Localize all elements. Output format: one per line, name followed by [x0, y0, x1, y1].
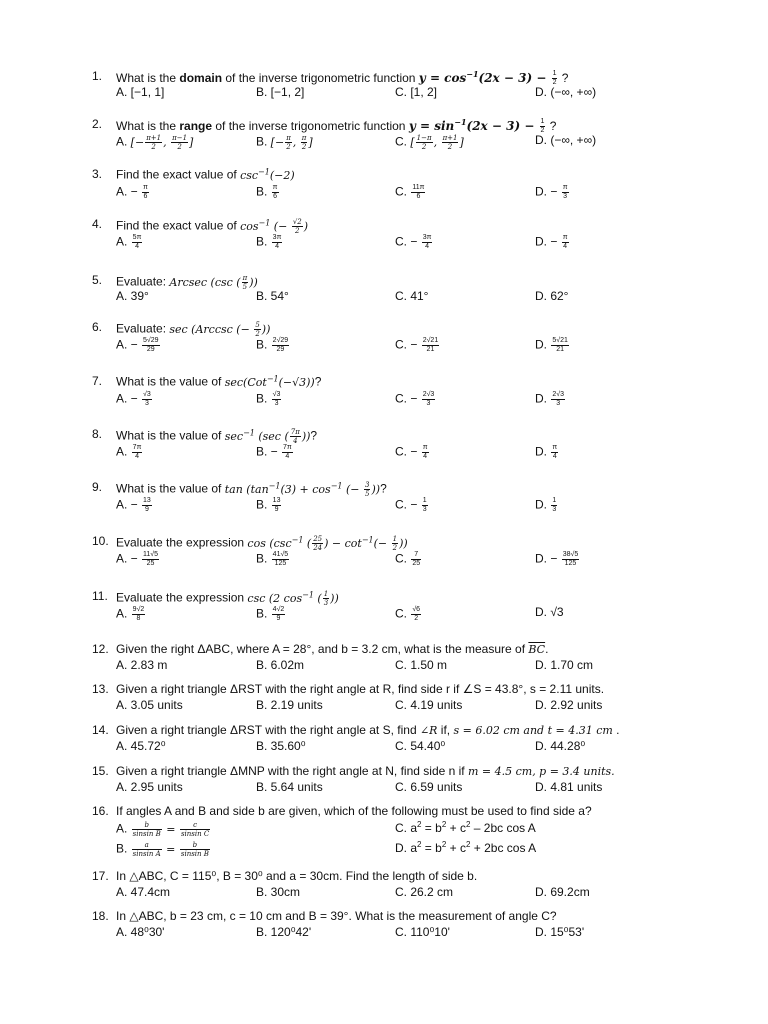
- question-number: 13.: [92, 682, 109, 696]
- choice-b[interactable]: B. $\frac{\pi}{6}$: [256, 184, 278, 200]
- question-text: In △ABC, C = 115⁰, B = 30⁰ and a = 30cm. Find the length of side b.: [116, 869, 478, 883]
- question-text: Find the exact value of $\cos^{-1}$ (− $\frac{√2}{2}$ ): [116, 217, 309, 235]
- choice-b[interactable]: B. $\frac{√3}{3}$: [256, 391, 281, 407]
- choice-b[interactable]: B. $\frac{41√5}{125}$: [256, 551, 289, 567]
- choice-d[interactable]: D. $\frac{5√21}{21}$: [535, 337, 568, 353]
- choice-b[interactable]: B. 120⁰42': [256, 925, 312, 939]
- choice-c[interactable]: C. − $\frac{3\pi}{4}$: [395, 234, 432, 250]
- question-text: Given a right triangle ΔRST with the right angle at S, find ∠R if, s = 6.02 cm and t = 4.31 cm .: [116, 723, 620, 737]
- choice-c[interactable]: C. − $\frac{1}{3}$: [395, 497, 427, 513]
- choice-b[interactable]: B. 35.60⁰: [256, 739, 306, 753]
- question-text: Evaluate: Arcsec (csc ( $\frac{\pi}{5}$ )): [116, 274, 258, 291]
- choice-b[interactable]: B. 30cm: [256, 885, 301, 899]
- choice-d[interactable]: D. $a^2 = b^2 + c^2 + 2bc$ cos A: [395, 840, 537, 855]
- choice-b[interactable]: B. $\frac{13}{9}$: [256, 497, 281, 513]
- choice-a[interactable]: A. − $\frac{13}{9}$: [116, 497, 151, 513]
- choice-a[interactable]: A. [− $\frac{\pi+1}{2}$ , $\frac{\pi-1}{2}$ ]: [116, 134, 194, 151]
- question-6: [92, 321, 732, 355]
- choice-a[interactable]: A. 47.4cm: [116, 885, 171, 899]
- choice-d[interactable]: D. − $\frac{38√5}{125}$: [535, 551, 579, 567]
- choice-c[interactable]: C. $a^2 = b^2 + c^2 - 2bc$ cos A: [395, 820, 536, 835]
- question-number: 14.: [92, 723, 109, 737]
- question-text: Given the right ΔABC, where A = 28°, and b = 3.2 cm, what is the measure of $\overline{BC}$.: [116, 642, 549, 656]
- question-number: 11.: [92, 589, 108, 603]
- question-17: [92, 870, 732, 902]
- question-number: 17.: [92, 869, 109, 883]
- question-number: 5.: [92, 273, 103, 287]
- question-text: If angles A and B and side b are given, which of the following must be used to find side a?: [116, 804, 592, 818]
- question-text: Given a right triangle ΔMNP with the right angle at N, find side n if m = 4.5 cm, p = 3.4 units.: [116, 764, 615, 778]
- question-7: [92, 375, 732, 409]
- question-number: 16.: [92, 804, 109, 818]
- choice-c[interactable]: C. 54.40⁰: [395, 739, 446, 753]
- choice-b[interactable]: B. [−1, 2]: [256, 85, 305, 99]
- question-14: [92, 724, 732, 756]
- choice-d[interactable]: D. 44.28⁰: [535, 739, 586, 753]
- choice-d[interactable]: D. 4.81 units: [535, 780, 603, 794]
- choice-a[interactable]: A. 2.83 m: [116, 658, 168, 672]
- choice-d[interactable]: D. $\frac{1}{3}$: [535, 497, 557, 513]
- question-5: [92, 274, 732, 306]
- choice-d[interactable]: D. $\frac{\pi}{4}$: [535, 444, 558, 460]
- question-text: What is the value of $\sec^{-1} (\sec$ ( $\frac{7\pi}{4}$ ))?: [116, 427, 318, 445]
- question-9: [92, 481, 732, 515]
- question-number: 9.: [92, 480, 103, 494]
- choice-c[interactable]: C. − $\frac{2√3}{3}$: [395, 391, 435, 407]
- choice-a[interactable]: A. 3.05 units: [116, 698, 183, 712]
- question-text: Evaluate the expression csc (2 $\cos^{-1}$ ( $\frac{1}{3}$ )): [116, 589, 339, 607]
- question-text: What is the range of the inverse trigonometric function $y = \sin^{-1}(2x - 3)$ − $\frac{1}{2}$ ?: [116, 117, 557, 135]
- question-12: [92, 643, 732, 675]
- question-number: 7.: [92, 374, 103, 388]
- question-number: 1.: [92, 69, 103, 83]
- question-number: 15.: [92, 764, 109, 778]
- choice-a[interactable]: A. − $\frac{11√5}{25}$: [116, 551, 159, 567]
- choice-c[interactable]: C. 110⁰10': [395, 925, 450, 939]
- question-number: 4.: [92, 217, 103, 231]
- choice-b[interactable]: B. $\frac{a}{\text{sinsin A}}$ = $\frac{b}{\text{sinsin B}}$: [116, 841, 209, 858]
- choice-c[interactable]: C. 26.2 cm: [395, 885, 454, 899]
- choice-c[interactable]: C. − $\frac{2√21}{21}$: [395, 337, 439, 353]
- choice-a[interactable]: A. $\frac{5\pi}{4}$: [116, 234, 142, 250]
- question-2: [92, 118, 732, 152]
- choice-c[interactable]: C. [1, 2]: [395, 85, 438, 99]
- question-13: [92, 683, 732, 715]
- choice-b[interactable]: B. $\frac{4√2}{9}$: [256, 606, 285, 622]
- choice-b[interactable]: B. 54°: [256, 289, 289, 303]
- choice-d[interactable]: D. 69.2cm: [535, 885, 590, 899]
- choice-d[interactable]: D. $\frac{2√3}{3}$: [535, 391, 564, 407]
- choice-d[interactable]: D. 15⁰53': [535, 925, 585, 939]
- question-text: Evaluate the expression $\cos (\csc^{-1}$ ( $\frac{25}{24}$ ) − $\cot^{-1}(-$ $\frac{1}{2}$ )): [116, 534, 408, 552]
- choice-d[interactable]: D. (−∞, +∞): [535, 133, 597, 147]
- choice-c[interactable]: C. 1.50 m: [395, 658, 448, 672]
- question-number: 6.: [92, 320, 103, 334]
- choice-d[interactable]: D. √3: [535, 605, 564, 619]
- choice-b[interactable]: B. $\frac{3\pi}{4}$: [256, 234, 282, 250]
- question-number: 2.: [92, 117, 103, 131]
- question-text: Evaluate: sec (Arccsc (− $\frac{5}{2}$ )): [116, 321, 271, 338]
- question-4: [92, 218, 732, 252]
- question-text: What is the domain of the inverse trigonometric function $y = \cos^{-1}(2x - 3)$ − $\frac{1}{2}$ ?: [116, 69, 569, 87]
- choice-b[interactable]: B. 2.19 units: [256, 698, 323, 712]
- choice-a[interactable]: A. − $\frac{√3}{3}$: [116, 391, 151, 407]
- question-number: 12.: [92, 642, 109, 656]
- choice-d[interactable]: D. − $\frac{\pi}{3}$: [535, 184, 568, 200]
- question-10: [92, 535, 732, 569]
- choice-a[interactable]: A. $\frac{b}{\text{sinsin B}}$ = $\frac{c}{\text{sinsin C}}$: [116, 821, 210, 838]
- choice-a[interactable]: A. − $\frac{5√29}{29}$: [116, 337, 159, 353]
- choice-c[interactable]: C. $\frac{√6}{2}$: [395, 606, 421, 622]
- question-8: [92, 428, 732, 462]
- choice-c[interactable]: C. $\frac{11\pi}{6}$: [395, 184, 425, 200]
- choice-a[interactable]: A. 45.72⁰: [116, 739, 166, 753]
- question-number: 8.: [92, 427, 103, 441]
- question-text: What is the value of $\tan (\tan^{-1}(3) + \cos^{-1}$ (− $\frac{3}{5}$ ))?: [116, 480, 387, 498]
- choice-d[interactable]: D. − $\frac{\pi}{4}$: [535, 234, 568, 250]
- question-15: [92, 765, 732, 797]
- question-number: 3.: [92, 167, 103, 181]
- question-text: Find the exact value of $\csc^{-1}(-2)$: [116, 167, 295, 182]
- choice-c[interactable]: C. [ $\frac{1-\pi}{2}$ , $\frac{\pi+1}{2}$ ]: [395, 134, 464, 151]
- question-number: 10.: [92, 534, 109, 548]
- question-text: What is the value of sec(Cot$^{-1}$(−√3))?: [116, 374, 322, 389]
- choice-c[interactable]: C. 4.19 units: [395, 698, 463, 712]
- question-1: [92, 70, 732, 102]
- choice-b[interactable]: B. $\frac{2√29}{29}$: [256, 337, 289, 353]
- question-3: [92, 168, 732, 202]
- choice-d[interactable]: D. 2.92 units: [535, 698, 603, 712]
- choice-a[interactable]: A. 48⁰30': [116, 925, 165, 939]
- question-text: In △ABC, b = 23 cm, c = 10 cm and B = 39°. What is the measurement of angle C?: [116, 909, 557, 923]
- question-text: Given a right triangle ΔRST with the right angle at R, find side r if ∠S = 43.8°, s = 2.11 units.: [116, 682, 605, 696]
- choice-a[interactable]: A. − $\frac{\pi}{6}$: [116, 184, 148, 200]
- question-11: [92, 590, 732, 624]
- choice-b[interactable]: B. − $\frac{7\pi}{4}$: [256, 444, 292, 460]
- choice-c[interactable]: C. − $\frac{\pi}{4}$: [395, 444, 428, 460]
- choice-d[interactable]: D. 62°: [535, 289, 569, 303]
- choice-a[interactable]: A. 39°: [116, 289, 149, 303]
- choice-c[interactable]: C. $\frac{7}{25}$: [395, 551, 421, 567]
- question-16: [92, 805, 732, 861]
- choice-b[interactable]: B. [− $\frac{\pi}{2}$ , $\frac{\pi}{2}$ ]: [256, 134, 313, 151]
- choice-a[interactable]: A. 2.95 units: [116, 780, 183, 794]
- choice-a[interactable]: A. $\frac{9√2}{8}$: [116, 606, 145, 622]
- choice-b[interactable]: B. 6.02m: [256, 658, 305, 672]
- choice-b[interactable]: B. 5.64 units: [256, 780, 323, 794]
- question-18: [92, 910, 732, 942]
- choice-c[interactable]: C. 41°: [395, 289, 429, 303]
- choice-d[interactable]: D. 1.70 cm: [535, 658, 594, 672]
- choice-d[interactable]: D. (−∞, +∞): [535, 85, 597, 99]
- question-number: 18.: [92, 909, 109, 923]
- choice-a[interactable]: A. $\frac{7\pi}{4}$: [116, 444, 142, 460]
- choice-a[interactable]: A. [−1, 1]: [116, 85, 165, 99]
- choice-c[interactable]: C. 6.59 units: [395, 780, 463, 794]
